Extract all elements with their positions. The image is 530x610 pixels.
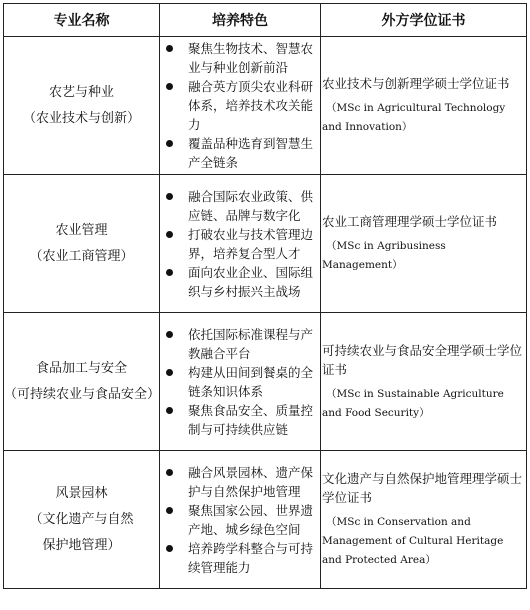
- major-subtitle: （农业工商管理）: [29, 248, 134, 264]
- degree-name-cn: 文化遗产与自然保护地管理理学硕士学位证书: [322, 471, 523, 505]
- degree-name-en: （MSc in Sustainable Agriculture and Food Security）: [322, 387, 504, 419]
- table-row: [4, 175, 527, 313]
- degree-cell: [321, 451, 527, 589]
- major-cell: [4, 313, 160, 451]
- table-row: [4, 313, 527, 451]
- feature-item: 融合英方顶尖农业科研体系，培养技术攻关能力: [164, 77, 319, 134]
- table-header-row: [4, 4, 527, 37]
- features-cell: [160, 175, 321, 313]
- table-row: [4, 451, 527, 589]
- degree-name-en: （MSc in Conservation and Management of Cultural Heritage and Protected Area）: [322, 516, 504, 566]
- features-cell: [160, 451, 321, 589]
- feature-item: 构建从田间到餐桌的全链条知识体系: [164, 363, 319, 401]
- major-subtitle: （文化遗产与自然: [29, 511, 134, 527]
- major-subtitle: （农业技术与创新）: [22, 110, 140, 126]
- major-name: 农艺与种业: [48, 84, 114, 100]
- degree-name-en: （MSc in Agribusiness Management）: [322, 240, 446, 271]
- program-table: [3, 3, 527, 589]
- major-name: 农业管理: [55, 222, 108, 238]
- feature-item: 融合国际农业政策、供应链、品牌与数字化: [164, 187, 319, 225]
- features-list: [160, 463, 320, 577]
- feature-item: 打破农业与技术管理边界，培养复合型人才: [164, 225, 319, 263]
- features-cell: [160, 37, 321, 175]
- degree-name-cn: 可持续农业与食品安全理学硕士学位证书: [322, 342, 523, 377]
- features-list: [160, 187, 320, 301]
- major-cell: [4, 451, 160, 589]
- features-list: [160, 325, 320, 439]
- feature-item: 依托国际标准课程与产教融合平台: [164, 325, 319, 363]
- feature-item: 聚焦食品安全、质量控制与可持续供应链: [164, 401, 319, 439]
- major-cell: [4, 37, 160, 175]
- feature-item: 面向农业企业、国际组织与乡村振兴主战场: [164, 263, 319, 301]
- features-list: [160, 39, 320, 172]
- header-major-name: 专业名称: [4, 4, 160, 37]
- table-row: [4, 37, 527, 175]
- header-features: 培养特色: [160, 4, 321, 37]
- header-foreign-degree: 外方学位证书: [321, 4, 527, 37]
- degree-name-cn: 农业工商管理理学硕士学位证书: [322, 214, 498, 229]
- feature-item: 融合风景园林、遗产保护与自然保护地管理: [164, 463, 319, 501]
- degree-cell: [321, 175, 527, 313]
- major-subtitle: （可持续农业与食品安全）: [4, 386, 161, 402]
- major-subtitle-line2: 保护地管理）: [42, 537, 121, 553]
- degree-name-en: （MSc in Agricultural Technology and Innovation）: [322, 102, 506, 133]
- degree-cell: [321, 37, 527, 175]
- feature-item: 培养跨学科整合与可持续管理能力: [164, 539, 319, 577]
- feature-item: 聚焦生物技术、智慧农业与种业创新前沿: [164, 39, 319, 77]
- degree-name-cn: 农业技术与创新理学硕士学位证书: [322, 76, 510, 91]
- major-name: 风景园林: [55, 485, 108, 501]
- feature-item: 覆盖品种选育到智慧生产全链条: [164, 134, 319, 172]
- major-name: 食品加工与安全: [35, 360, 127, 376]
- major-cell: [4, 175, 160, 313]
- degree-cell: [321, 313, 527, 451]
- feature-item: 聚焦国家公园、世界遗产地、城乡绿色空间: [164, 501, 319, 539]
- features-cell: [160, 313, 321, 451]
